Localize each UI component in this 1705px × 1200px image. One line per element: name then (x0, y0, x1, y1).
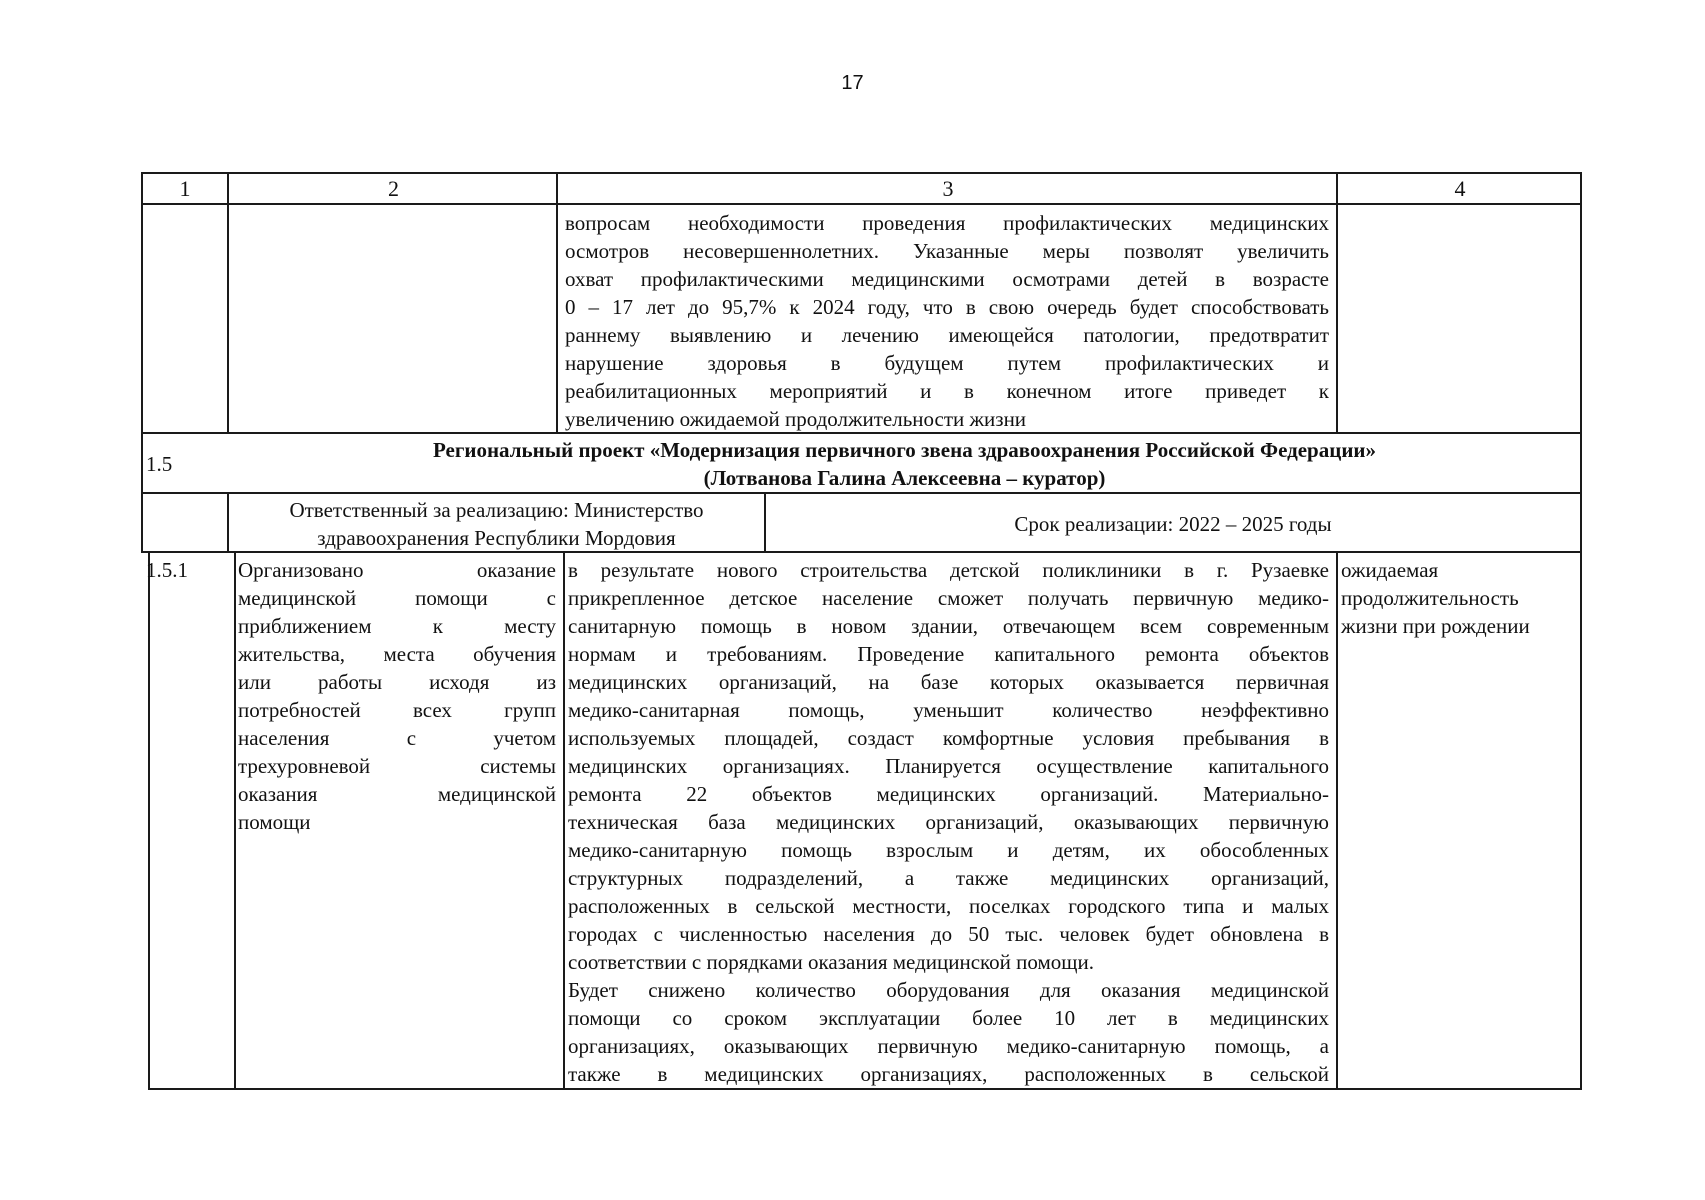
header-col-1: 1 (179, 176, 191, 201)
text-line: жизни при рождении (1341, 614, 1530, 638)
text-line: структурных подразделений, а также медицинских организаций, (568, 866, 1329, 890)
text-line: трехуровневой системы (238, 754, 556, 778)
text-line: в результате нового строительства детской поликлиники в г. Рузаевке (568, 558, 1329, 582)
text-line: населения с учетом (238, 726, 556, 750)
text-line: осмотров несовершеннолетних. Указанные меры позволят увеличить (565, 239, 1329, 263)
text-line: городах с численностью населения до 50 тыс. человек будет обновлена в (568, 922, 1329, 946)
header-col-3: 3 (942, 176, 954, 201)
table-column-divider (234, 551, 236, 1090)
text-line: ожидаемая (1341, 558, 1439, 582)
text-line: продолжительность (1341, 586, 1519, 610)
responsible-party: Ответственный за реализацию: Министерство (289, 498, 704, 522)
table-column-divider (1336, 172, 1338, 434)
text-line: жительства, места обучения (238, 642, 556, 666)
text-line: используемых площадей, создаст комфортные условия пребывания в (568, 726, 1329, 750)
text-line: медицинских организаций, на базе которых оказывается первичная (568, 670, 1329, 694)
text-line: реабилитационных мероприятий и в конечном итоге приведет к (565, 379, 1329, 403)
table-border-left (141, 172, 143, 552)
text-line: помощи (238, 810, 311, 834)
table-column-divider (1336, 551, 1338, 1090)
text-line: или работы исходя из (238, 670, 556, 694)
header-col-4: 4 (1454, 176, 1466, 201)
table-border-bottom (148, 1088, 1582, 1090)
implementation-term: Срок реализации: 2022 – 2025 годы (1014, 512, 1332, 536)
text-line: нормам и требованиям. Проведение капитального ремонта объектов (568, 642, 1329, 666)
table-column-divider (563, 551, 565, 1090)
row-number: 1.5.1 (146, 558, 188, 582)
text-line: раннему выявлению и лечению имеющейся патологии, предотвратит (565, 323, 1329, 347)
responsible-party: здравоохранения Республики Мордовия (317, 526, 676, 550)
text-line: Организовано оказание (238, 558, 556, 582)
text-line: вопросам необходимости проведения профилактических медицинских (565, 211, 1329, 235)
text-line: санитарную помощь в новом здании, отвечающем всем современным (568, 614, 1329, 638)
page-number: 17 (841, 72, 864, 94)
text-line: 0 – 17 лет до 95,7% к 2024 году, что в свою очередь будет способствовать (565, 295, 1329, 319)
text-line: техническая база медицинских организаций, оказывающих первичную (568, 810, 1329, 834)
text-line: Будет снижено количество оборудования для оказания медицинской (568, 978, 1329, 1002)
text-line: помощи со сроком эксплуатации более 10 лет в медицинских (568, 1006, 1329, 1030)
table-border-right (1580, 172, 1582, 1090)
text-line: медико-санитарная помощь, уменьшит количество неэффективно (568, 698, 1329, 722)
table-column-divider (556, 172, 558, 434)
table-border-left (148, 551, 150, 1090)
text-line: медицинской помощи с (238, 586, 556, 610)
text-line: медико-санитарную помощь взрослым и детям, их обособленных (568, 838, 1329, 862)
text-line: прикрепленное детское население сможет получать первичную медико- (568, 586, 1329, 610)
text-line: приближением к месту (238, 614, 556, 638)
table-column-divider (227, 172, 229, 434)
text-line: расположенных в сельской местности, поселках городского типа и малых (568, 894, 1329, 918)
text-line: организациях, оказывающих первичную медико-санитарную помощь, а (568, 1034, 1329, 1058)
text-line: оказания медицинской (238, 782, 556, 806)
table-border-top (141, 172, 1582, 174)
text-line: соответствии с порядками оказания медицинской помощи. (568, 950, 1094, 974)
text-line: охват профилактическими медицинскими осмотрами детей в возрасте (565, 267, 1329, 291)
section-curator: (Лотванова Галина Алексеевна – куратор) (703, 466, 1106, 490)
section-title: Региональный проект «Модернизация первичного звена здравоохранения Российской Федерации» (432, 438, 1377, 462)
header-col-2: 2 (388, 176, 399, 201)
text-line: ремонта 22 объектов медицинских организаций. Материально- (568, 782, 1329, 806)
table-row-divider (141, 492, 1582, 494)
section-number: 1.5 (146, 452, 173, 476)
text-line: увеличению ожидаемой продолжительности жизни (565, 407, 1027, 431)
text-line: медицинских организациях. Планируется осуществление капитального (568, 754, 1329, 778)
text-line: нарушение здоровья в будущем путем профилактических и (565, 351, 1329, 375)
text-line: потребностей всех групп (238, 698, 556, 722)
table-header-divider (141, 203, 1582, 205)
text-line: также в медицинских организациях, расположенных в сельской (568, 1062, 1329, 1086)
